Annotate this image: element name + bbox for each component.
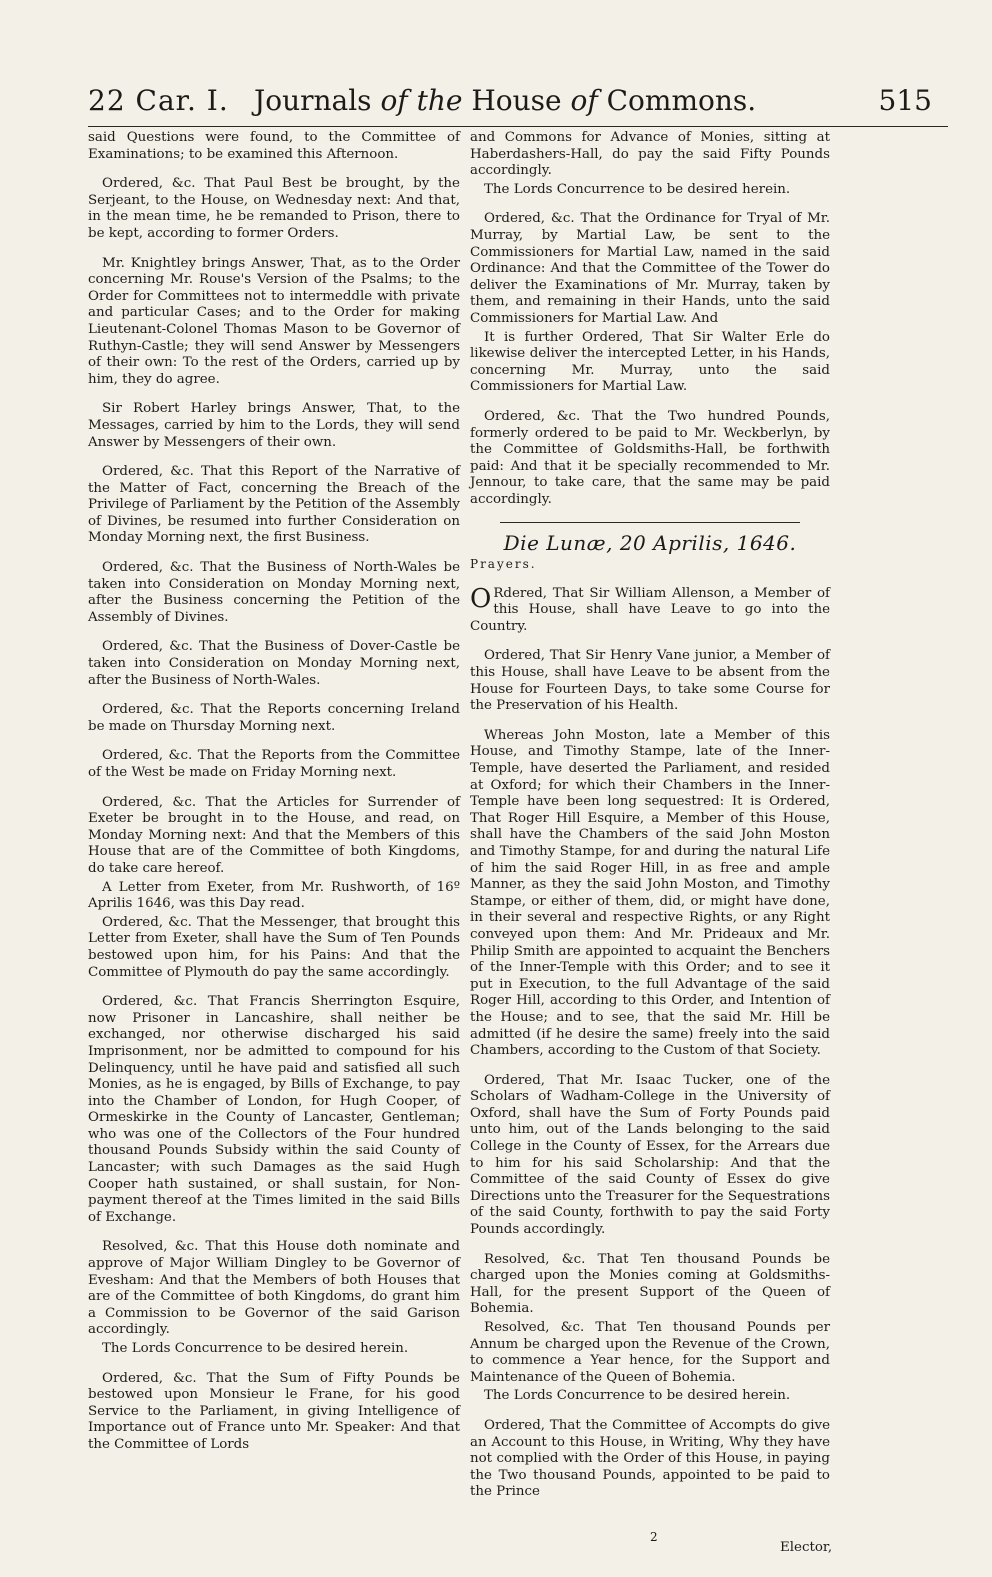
entry: Ordered, That the Committee of Accompts do give an Account to this House, in Writing, Why they have not complied with the Order of this House, in paying the Two thousand Pounds, appointed to be paid to the Prince: [470, 1417, 830, 1500]
drop-cap: O: [470, 583, 492, 614]
entry: Resolved, &c. That Ten thousand Pounds be charged upon the Monies coming at Goldsmiths-Hall, for the present Support of the Queen of Bohemia.: [470, 1251, 830, 1317]
entry: Ordered, &c. That the Business of North-Wales be taken into Consideration on Monday Morning next, after the Business concerning the Petition of the Assembly of Divines.: [88, 560, 460, 625]
entry: It is further Ordered, That Sir Walter Erle do likewise deliver the intercepted Letter, in his Hands, concerning Mr. Murray, unto the said Commissioners for Martial Law.: [470, 329, 830, 395]
entry: and Commons for Advance of Monies, sitting at Haberdashers-Hall, do pay the said Fifty Pounds accordingly.: [470, 130, 830, 179]
prayers-heading: Prayers.: [470, 557, 537, 572]
entry: Mr. Knightley brings Answer, That, as to the Order concerning Mr. Rouse's Version of the Psalms; to the Order for Committees not to intermeddle with private and particular Cases; and to the Order for making Lieutenant-Colonel Thomas Mason to be Governor of Ruthyn-Castle; they will send Answer by Messengers of their own: To the rest of the Orders, carried up by him, they do agree.: [88, 255, 460, 387]
entry: Resolved, &c. That Ten thousand Pounds per Annum be charged upon the Revenue of the Crown, to commence a Year hence, for the Support and Maintenance of the Queen of Bohemia.: [470, 1320, 830, 1385]
entry: Ordered, That Sir Henry Vane junior, a Member of this House, shall have Leave to be absent from the House for Fourteen Days, to take some Course for the Preservation of his Health.: [470, 648, 830, 714]
entry: The Lords Concurrence to be desired herein.: [484, 181, 791, 197]
page-number: 515: [878, 84, 932, 117]
entry: A Letter from Exeter, from Mr. Rushworth, of 16º Aprilis 1646, was this Day read.: [88, 879, 460, 912]
entry: Resolved, &c. That this House doth nominate and approve of Major William Dingley to be Governor of Evesham: And that the Members of both Houses that are of the Committee of both Kingdoms, do grant him a Commission to be Governor of the said Garison accordingly.: [88, 1239, 460, 1338]
entry: Ordered, &c. That the Business of Dover-Castle be taken into Consideration on Monday Morning next, after the Business of North-Wales.: [88, 639, 460, 688]
entry: Ordered, &c. That Francis Sherrington Esquire, now Prisoner in Lancashire, shall neither be exchanged, nor otherwise discharged his said Imprisonment, nor be admitted to compound for his Delinquency, until he have paid and satisfied all such Monies, as he is engaged, by Bills of Exchange, to pay into the Chamber of London, for Hugh Cooper, of Ormeskirke in the County of Lancaster, Gentleman; who was one of the Collectors of the Four hundred thousand Pounds Subsidy within the said County of Lancaster; with such Damages as the said Hugh Cooper hath sustained, or shall sustain, for Non-payment thereof at the Times limited in the said Bills of Exchange.: [88, 994, 460, 1225]
catchword: Elector,: [780, 1540, 833, 1555]
entry: O Rdered, That Sir William Allenson, a Member of this House, shall have Leave to go into the Country.: [470, 583, 830, 634]
entry: Ordered, &c. That the Two hundred Pounds, formerly ordered to be paid to Mr. Weckberlyn, by the Committee of Goldsmiths-Hall, be forthwith paid: And that it be specially recommended to Mr. Jennour, to take care, that the same may be paid accordingly.: [470, 408, 830, 507]
regnal-year: 22 Car. I.: [88, 84, 229, 117]
right-column: [470, 130, 830, 1514]
entry: Ordered, That Mr. Isaac Tucker, one of the Scholars of Wadham-College in the University of Oxford, shall have the Sum of Forty Pounds paid unto him, out of the Lands belonging to the said College in the County of Essex, for the Arrears due to him for his said Scholarship: And that the Committee of the said County of Essex do give Directions unto the Treasurer for the Sequestrations of the said County, forthwith to pay the said Forty Pounds accordingly.: [470, 1072, 830, 1238]
section-divider: [500, 522, 800, 523]
entry: Ordered, &c. That the Ordinance for Tryal of Mr. Murray, by Martial Law, be sent to the Commissioners for Martial Law, named in the said Ordinance: And that the Committee of the Tower do deliver the Examinations of Mr. Murray, taken by them, and remaining in their Hands, unto the said Commissioners for Martial Law. And: [470, 211, 830, 326]
entry: Ordered, &c. That the Sum of Fifty Pounds be bestowed upon Monsieur le Frane, for his good Service to the Parliament, in giving Intelligence of Importance out of France unto Mr. Speaker: And that the Committee of Lords: [88, 1370, 460, 1452]
journal-title: Journals of the House of Commons.: [254, 84, 757, 117]
entry: The Lords Concurrence to be desired herein.: [102, 1341, 409, 1356]
entry: Sir Robert Harley brings Answer, That, to the Messages, carried by him to the Lords, they will send Answer by Messengers of their own.: [88, 401, 460, 450]
left-column: [88, 130, 460, 1467]
date-heading: Die Lunæ, 20 Aprilis, 1646.: [503, 531, 797, 556]
entry: Ordered, &c. That the Messenger, that brought this Letter from Exeter, shall have the Sum of Ten Pounds bestowed upon him, for his Pains: And that the Committee of Plymouth do pay the same accordingly.: [88, 914, 460, 980]
entry: Whereas John Moston, late a Member of this House, and Timothy Stampe, late of the Inner-Temple, have deserted the Parliament, and resided at Oxford; for which their Chambers in the Inner-Temple have been long sequestred: It is Ordered, That Roger Hill Esquire, a Member of this House, shall have the Chambers of the said John Moston and Timothy Stampe, for and during the natural Life of him the said Roger Hill, in as free and ample Manner, as they the said John Moston, and Timothy Stampe, or either of them, did, or might have done, in their several and respective Rights, or any Right conveyed upon them: And Mr. Prideaux and Mr. Philip Smith are appointed to acquaint the Benchers of the Inner-Temple with this Order; and to see it put in Execution, to the full Advantage of the said Roger Hill, according to this Order, and Intention of the House; and to see, that the said Mr. Hill be admitted (if he desire the same) freely into the said Chambers, according to the Custom of that Society.: [470, 727, 830, 1059]
entry: Ordered, &c. That Paul Best be brought, by the Serjeant, to the House, on Wednesday next: And that, in the mean time, he be remanded to Prison, there to be kept, according to former Orders.: [88, 176, 460, 241]
entry: Ordered, &c. That this Report of the Narrative of the Matter of Fact, concerning the Breach of the Privilege of Parliament by the Petition of the Assembly of Divines, be resumed into further Consideration on Monday Morning next, the first Business.: [88, 464, 460, 546]
entry: said Questions were found, to the Committee of Examinations; to be examined this Afternoon.: [88, 130, 460, 162]
entry: The Lords Concurrence to be desired herein.: [484, 1388, 791, 1404]
signature-mark: 2: [650, 1530, 658, 1544]
running-header: [88, 78, 948, 127]
entry: Ordered, &c. That the Reports concerning Ireland be made on Thursday Morning next.: [88, 702, 460, 734]
entry: Ordered, &c. That the Reports from the Committee of the West be made on Friday Morning next.: [88, 748, 460, 780]
entry: Ordered, &c. That the Articles for Surrender of Exeter be brought in to the House, and read, on Monday Morning next: And that the Members of this House that are of the Committee of both Kingdoms, do take care hereof.: [88, 794, 460, 876]
